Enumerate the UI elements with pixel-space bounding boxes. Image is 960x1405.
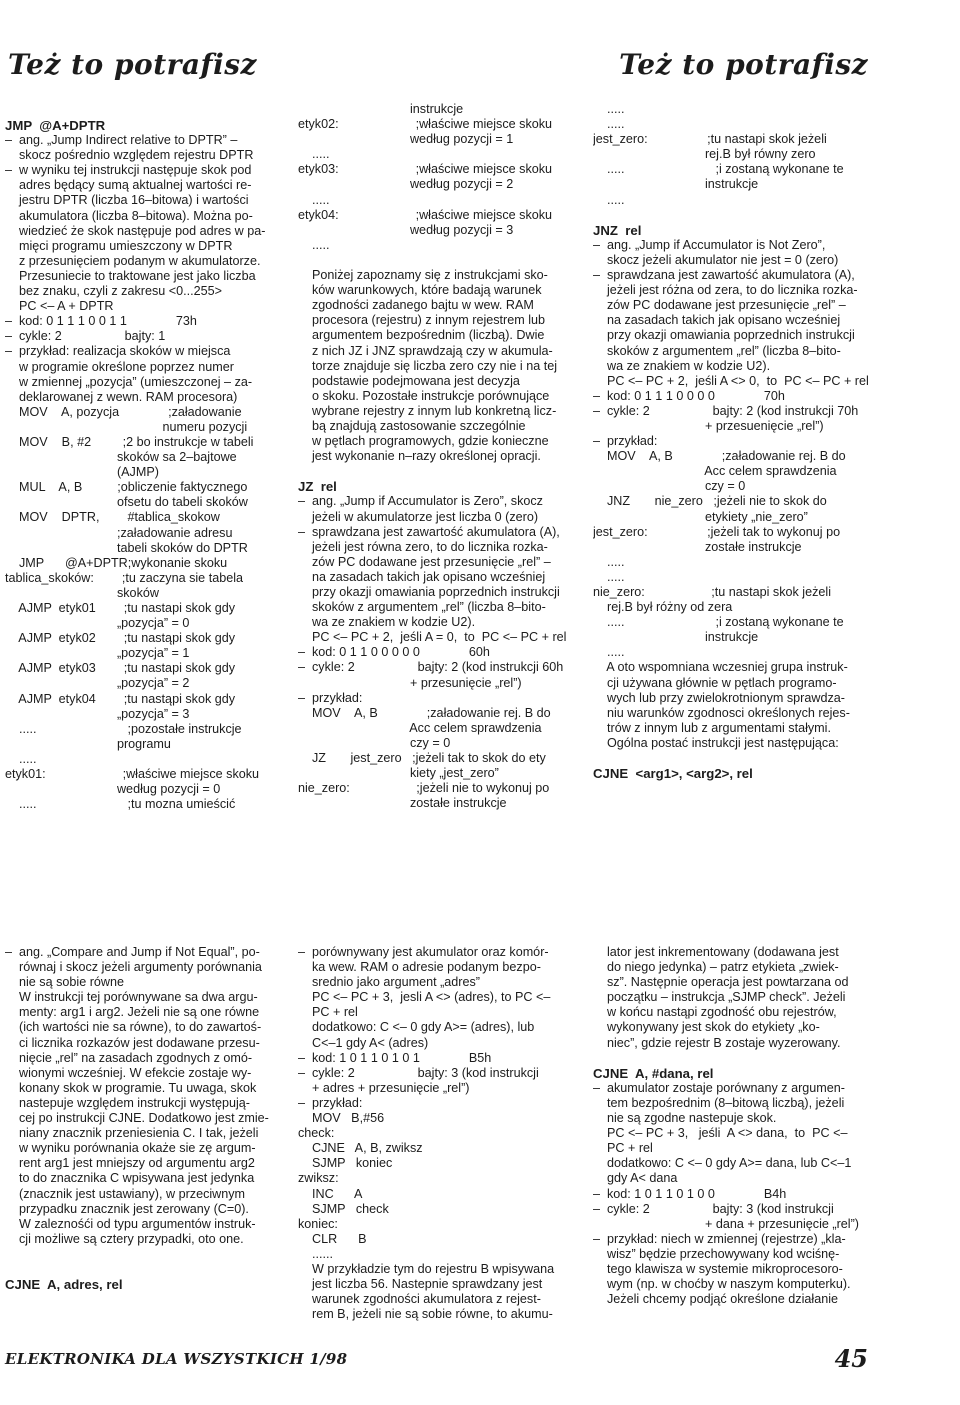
text-line: nięcie „rel” na zasadach zgodnych z omó- [5,1050,253,1065]
text-line: etyk02: ;właściwe miejsce skoku [298,117,553,132]
text-line: według pozycji = 3 [298,222,514,237]
text-line: w końcu nastąpi zgodność obu rejestrów, [593,1005,837,1020]
text-line: SJMP check [298,1201,389,1216]
text-line: – porównywany jest akumulator oraz komór- [298,945,549,959]
text-line: + przesunięcie „rel”) [298,675,522,690]
text-line: zów PC dodawane jest przesunięcie „rel” – [593,298,846,313]
text-line: etyk01: ;właściwe miejsce skoku [5,767,260,782]
column-2-top [298,102,578,811]
text-line: akumulatora (liczba 8–bitowa). Można po- [5,208,253,223]
text-line: cji używana głównie w pętlach programo- [593,675,837,690]
text-line: – kod: 0 1 1 0 0 0 0 0 60h [298,645,490,660]
text-line: – ang. „Jump Indirect relative to DPTR” – [5,133,238,148]
text-line: do niego jedynka) – patrz etykieta „zwiek- [593,960,839,975]
text-line: C<–1 gdy A< (adres) [298,1035,429,1050]
text-line: niany znacznik przeniesienia C. I tak, jeżeli [5,1126,259,1141]
text-line: „pozycja” = 3 [5,706,190,721]
text-line: – ang. „Jump if Accumulator is Not Zero”, [593,237,826,252]
text-line: ..... ;i zostaną wykonane te [593,162,844,177]
text-line [593,1051,873,1066]
text-line: W zaleznośći od typu argumentów instruk- [5,1216,256,1231]
text-line: wa ze znakiem w kodzie U2). [298,615,476,630]
text-line: (ich wartości nie sa równe), to do zawartoś- [5,1020,262,1035]
text-line: (znacznik jest ustawiany), w przeciwnym [5,1186,246,1201]
text-line: jeżeli w akumulatorze jest liczba 0 (zero) [298,509,539,524]
text-line: „pozycja” = 0 [5,616,190,631]
text-line: instrukcje [298,102,464,116]
text-line: adres będący sumą aktualnej wartości re- [5,178,252,193]
text-line: wiedzieć że skok następuje pod adres w pa- [5,223,266,238]
text-line: na zasadach takich jak opisano wcześniej [593,313,841,328]
text-line: sz”. Następnie operacja jest powtarzana od [593,975,849,990]
page-header-right: Też to potrafisz [619,48,868,81]
text-line: ofsetu do tabeli skoków [5,495,248,510]
text-line: nie są sobie równe [5,975,125,990]
text-line: trów z innym lub z argumentami stałymi. [593,720,831,735]
text-line: skoków sa 2–bajtowe [5,450,237,465]
text-line: SJMP koniec [298,1156,393,1171]
page-number: 45 [834,1344,868,1373]
text-line: Acc celem sprawdzenia [298,720,542,735]
text-line: ...... [298,1246,333,1261]
text-line: – cykle: 2 bajty: 1 [5,329,166,344]
section-heading: JMP @A+DPTR [5,118,106,133]
section-heading: CJNE <arg1>, <arg2>, rel [593,766,753,782]
text-line: CJNE A, B, zwiksz [298,1141,423,1156]
text-line: W przykładzie tym do rejestru B wpisywana [298,1261,555,1276]
text-line: srednio jako argument „adres” [298,975,480,990]
text-line: jest wykonanie n–razy określonej opracji. [298,449,541,464]
text-line: ..... [593,102,625,116]
text-line: – ang. „Compare and Jump if Not Equal”, po- [5,945,260,959]
text-line: – cykle: 2 bajty: 3 (kod instrukcji [593,1201,834,1216]
text-line: wym (np. w choćby w naszym komputerku). [593,1277,851,1292]
text-line: JZ jest_zero ;jeżeli tak to skok do ety [298,751,546,766]
text-line: MOV B,#56 [298,1111,385,1126]
section-heading: CJNE A, #dana, rel [593,1065,714,1081]
text-line: niec”, gdzie rejestr B zostaje wyzerowany. [593,1035,841,1050]
section-heading: CJNE A, adres, rel [5,1277,123,1293]
text-line: ..... [593,569,625,584]
text-line: MOV A, pozycja ;załadowanie [5,404,242,419]
text-line: Jeżeli chcemy podjąć określone działanie [593,1292,839,1307]
text-line: Ogólna postać instrukcji jest następująca: [593,735,839,750]
text-line: MOV B, #2 ;2 bo instrukcje w tabeli [5,434,254,449]
text-line: Przesuniecie to traktowane jest jako liczba [5,268,256,283]
text-line: jeżeli jest równa zero, to do licznika rozka- [298,539,548,554]
text-line: w wyniku porównania okaże sie zę argum- [5,1141,256,1156]
text-line: skoków z argumentem „rel” (liczba 8–bito- [593,343,841,358]
text-line: – przykład: [298,1095,363,1110]
text-line: ..... [593,554,625,569]
text-line: + przesuenięcie „rel”) [593,418,824,433]
text-line: – cykle: 2 bajty: 3 (kod instrukcji [298,1065,539,1080]
text-line: według pozycji = 0 [5,782,221,797]
column-1-bottom [5,945,285,1292]
text-line: dodatkowo: C <– 0 gdy A>= dana, lub C<–1 [593,1156,852,1171]
text-line: zostałe instrukcje [593,539,802,554]
text-line: etyk03: ;właściwe miejsce skoku [298,162,553,177]
text-line: ków warunkowych, które badają warunek [298,283,542,298]
text-line [593,751,873,766]
section-heading: JNZ rel [593,222,642,238]
text-line: wa ze znakiem w kodzie U2). [593,358,771,373]
column-1-top [5,118,285,812]
column-3-top [593,102,873,781]
text-line: PC <– PC + 2, jeśli A <> 0, to PC <– PC + rel [593,373,869,388]
text-line: – przykład: niech w zmiennej (rejestrze) „kla- [593,1231,846,1246]
text-line: podstawie podejmowana jest decyzja [298,373,520,388]
text-line: ..... ;tu mozna umieścić [5,797,236,812]
text-line: check: [298,1126,335,1141]
text-line: zostałe instrukcje [298,796,507,811]
text-line: skocz pośrednio względem rejestru DPTR [5,148,254,163]
text-line: rej.B był różny od zera [593,600,733,615]
text-line: etyk04: ;właściwe miejsce skoku [298,207,553,222]
text-line: wych lub przy zwielokrotnionym sprawdza- [593,690,845,705]
text-line: PC <– PC + 3, jeśli A <> dana, to PC <– [593,1126,848,1141]
text-line: to do znacznika C wpisywana jest jedynka [5,1171,255,1186]
text-line: lator jest inkrementowany (dodawana jest [593,945,839,959]
text-line: bez znaku, czyli z zakresu <0...255> [5,284,223,299]
text-line: jest liczba 56. Nastepnie sprawdzany jest [298,1277,543,1292]
text-line: początku – instrukcja „SJMP check”. Jeżeli [593,990,846,1005]
text-line: PC + rel [298,1005,358,1020]
text-line: argumentem bezpośrednim (liczbą). Dwie [298,328,545,343]
text-line: A oto wspomniana wczesniej grupa instruk- [593,660,848,675]
text-line: MUL A, B ;obliczenie faktycznego [5,480,248,495]
text-line: mięci programu umieszczony w DPTR [5,238,233,253]
text-line: PC <– PC + 2, jeśli A = 0, to PC <– PC + rel [298,630,567,645]
text-line: AJMP etyk03 ;tu nastapi skok gdy [5,661,236,676]
text-line: – w wyniku tej instrukcji następuje skok pod [5,163,252,178]
text-line: w programie określone poprzez numer [5,359,234,374]
text-line: rem B, jeżeli nie są sobie równe, to akumu- [298,1307,553,1322]
text-line: AJMP etyk02 ;tu nastąpi skok gdy [5,631,236,646]
text-line: + dana + przesunięcie „rel”) [593,1216,859,1231]
text-line: rej.B był równy zero [593,147,816,162]
text-line: ..... [5,751,37,766]
text-line: nie_zero: ;jeżeli nie to wykonuj po [298,781,550,796]
text-line: CLR B [298,1231,367,1246]
text-line: ci licznika rozkazów jest dodawane przesu- [5,1035,260,1050]
text-line: tego klawisza w systemie mikroprocesoro- [593,1261,843,1276]
text-line [593,208,873,223]
column-2-bottom [298,945,578,1322]
text-line: – cykle: 2 bajty: 2 (kod instrukcji 70h [593,403,859,418]
text-line: PC + rel [593,1141,653,1156]
text-line: Poniżej zapoznamy się z instrukcjami sko- [298,268,548,283]
text-line: jest_zero: ;jeżeli tak to wykonuj po [593,524,841,539]
text-line: ;załadowanie adresu [5,525,233,540]
text-line: – kod: 0 1 1 1 0 0 1 1 73h [5,314,197,329]
text-line: – ang. „Jump if Accumulator is Zero”, skocz [298,494,543,509]
page-header-left: Też to potrafisz [8,48,257,81]
text-line: skocz jeżeli akumulator nie jest = 0 (zero) [593,252,839,267]
text-line: kiety „jest_zero” [298,766,499,781]
text-line: JNZ nie_zero ;jeżeli nie to skok do [593,494,827,509]
text-line: instrukcje [593,177,759,192]
text-line: według pozycji = 1 [298,132,514,147]
text-line: instrukcje [593,630,759,645]
text-line: ..... [298,237,330,252]
text-line: – sprawdzana jest zawartość akumulatora (A), [298,524,560,539]
text-line: nie_zero: ;tu nastapi skok jeżeli [593,585,831,599]
text-line: menty: arg1 i arg2. Jeżeli nie są one równe [5,1005,260,1020]
text-line: PC <– PC + 3, jesli A <> (adres), to PC <– [298,990,551,1005]
text-line: w pętlach programowych, gdzie konieczne [298,434,549,449]
text-line: MOV A, B ;załadowanie rej. B do [593,449,846,464]
text-line: tem bezpośrednim (8–bitową liczbą), jeżeli [593,1095,845,1110]
text-line [5,1247,285,1262]
text-line: – przykład: [298,690,363,705]
text-line: tablica_skoków: ;tu zaczyna sie tabela [5,570,244,585]
text-line: czy = 0 [298,735,451,750]
text-line: MOV DPTR, #tablica_skokow [5,510,220,525]
text-line: zwiksz: [298,1171,339,1186]
text-line: skoków z argumentem „rel” (liczba 8–bito- [298,600,546,615]
text-line: o skoku. Pozostałe instrukcje porównujące [298,388,550,403]
text-line: – kod: 1 0 1 1 0 1 0 1 B5h [298,1050,492,1065]
text-line: czy = 0 [593,479,746,494]
text-line: ka wew. RAM o adresie podanym bezpo- [298,960,541,975]
magazine-footer: ELEKTRONIKA DLA WSZYSTKICH 1/98 [5,1350,348,1368]
text-line: bą znajdują zastosowanie szczególnie [298,418,526,433]
text-line: etykiety „nie_zero” [593,509,808,524]
text-line: dodatkowo: C <– 0 gdy A>= (adres), lub [298,1020,535,1035]
text-line: cej po instrukcji CJNE. Dodatkowo jest zmie- [5,1111,269,1126]
text-line: wybrane rejestry z innym lub konkretną licz- [298,403,557,418]
text-line: PC <– A + DPTR [5,299,114,314]
text-line: przy okazji omawiania poprzednich instrukcji [298,585,560,599]
text-line: – sprawdzana jest zawartość akumulatora (A), [593,268,855,283]
text-line: zgodności zadanego bajtu w wew. RAM [298,298,534,313]
text-line: równaj i skocz jeżeli argumenty porównania [5,960,262,975]
text-line: gdy A< dana [593,1171,678,1186]
text-line: ..... [298,192,330,207]
text-line: jestru DPTR (liczba 16–bitowa) i wartości [5,193,249,208]
column-3-bottom [593,945,873,1307]
text-line: z nich JZ i JNZ sprawdzają czy w akumula- [298,343,553,358]
text-line: ..... [593,117,625,132]
text-line: AJMP etyk04 ;tu nastąpi skok gdy [5,691,236,706]
text-line: tabeli skoków do DPTR [5,540,248,555]
text-line: – przykład: realizacja skoków w miejsca [5,344,231,359]
text-line: (AJMP) [5,465,159,480]
text-line: przypadku znacznik jest zerowany (C=0). [5,1201,249,1216]
text-line: skoków [5,585,159,600]
text-line: konany skok w programie. Tu uwaga, skok [5,1080,257,1095]
text-line: AJMP etyk01 ;tu nastapi skok gdy [5,601,236,615]
text-line: koniec: [298,1216,338,1231]
text-line: numeru pozycji [5,419,248,434]
text-line: – kod: 1 0 1 1 0 1 0 0 B4h [593,1186,787,1201]
text-line: w zmiennej „pozycja” (umieszczonej – za- [5,374,253,389]
text-line: JMP @A+DPTR;wykonanie skoku [5,555,228,570]
text-line: wykonywany jest skok do etykiety „ko- [593,1020,820,1035]
text-line: deklarowanej z wewn. RAM procesora) [5,389,238,404]
text-line: jeżeli jest różna od zera, to do licznika rozka- [593,283,858,298]
text-line: ..... [298,147,330,162]
text-line: nastepuje względem instrukcji występują- [5,1095,250,1110]
text-line: Acc celem sprawdzenia [593,464,837,479]
text-line: INC A [298,1186,363,1201]
text-line: torze znajduje się liczba zero czy nie i na tej [298,358,557,373]
text-line: wisz” będzie przechowywany kod wciśnę- [593,1246,840,1261]
text-line: ..... ;i zostaną wykonane te [593,615,844,630]
text-line: według pozycji = 2 [298,177,514,192]
text-line: W instrukcji tej porównywane sa dwa argu- [5,990,258,1005]
text-line: przy okazji omawiania poprzednich instrukcji [593,328,855,343]
text-line: ..... ;pozostałe instrukcje [5,721,242,736]
text-line: + adres + przesunięcie „rel”) [298,1080,470,1095]
text-line: z przesunięciem podanym w akumulatorze. [5,253,261,268]
section-heading: JZ rel [298,479,337,495]
text-line: warunek zgodności akumulatora z rejest- [298,1292,541,1307]
text-line: ..... [593,192,625,207]
text-line [5,1262,285,1277]
text-line: MOV A, B ;załadowanie rej. B do [298,705,551,720]
text-line: „pozycja” = 2 [5,676,190,691]
text-line: na zasadach takich jak opisano wcześniej [298,569,546,584]
text-line: – akumulator zostaje porównany z argumen- [593,1080,846,1095]
text-line: – przykład: [593,434,658,449]
text-line: wionymi wcześniej. W efekcie zostaje wy- [5,1065,252,1080]
text-line: – kod: 0 1 1 1 0 0 0 0 70h [593,388,785,403]
text-line: nie są zgodne nastepuje skok. [593,1111,777,1126]
text-line: niu warunków zgodnosci określonych rejes- [593,705,850,720]
text-line: procesora (rejestru) z innym rejestrem lub [298,313,546,328]
text-line: ..... [593,645,625,660]
text-line: rent arg1 jest mniejszy od argumentu arg2 [5,1156,255,1171]
text-line [298,464,578,479]
text-line: – cykle: 2 bajty: 2 (kod instrukcji 60h [298,660,564,675]
text-line [298,253,578,268]
text-line: „pozycja” = 1 [5,646,190,661]
text-line: jest_zero: ;tu nastapi skok jeżeli [593,132,827,147]
text-line: zów PC dodawane jest przesunięcie „rel” – [298,554,551,569]
text-line: programu [5,736,171,751]
text-line: cji możliwe są cztery przypadki, oto one. [5,1231,244,1246]
